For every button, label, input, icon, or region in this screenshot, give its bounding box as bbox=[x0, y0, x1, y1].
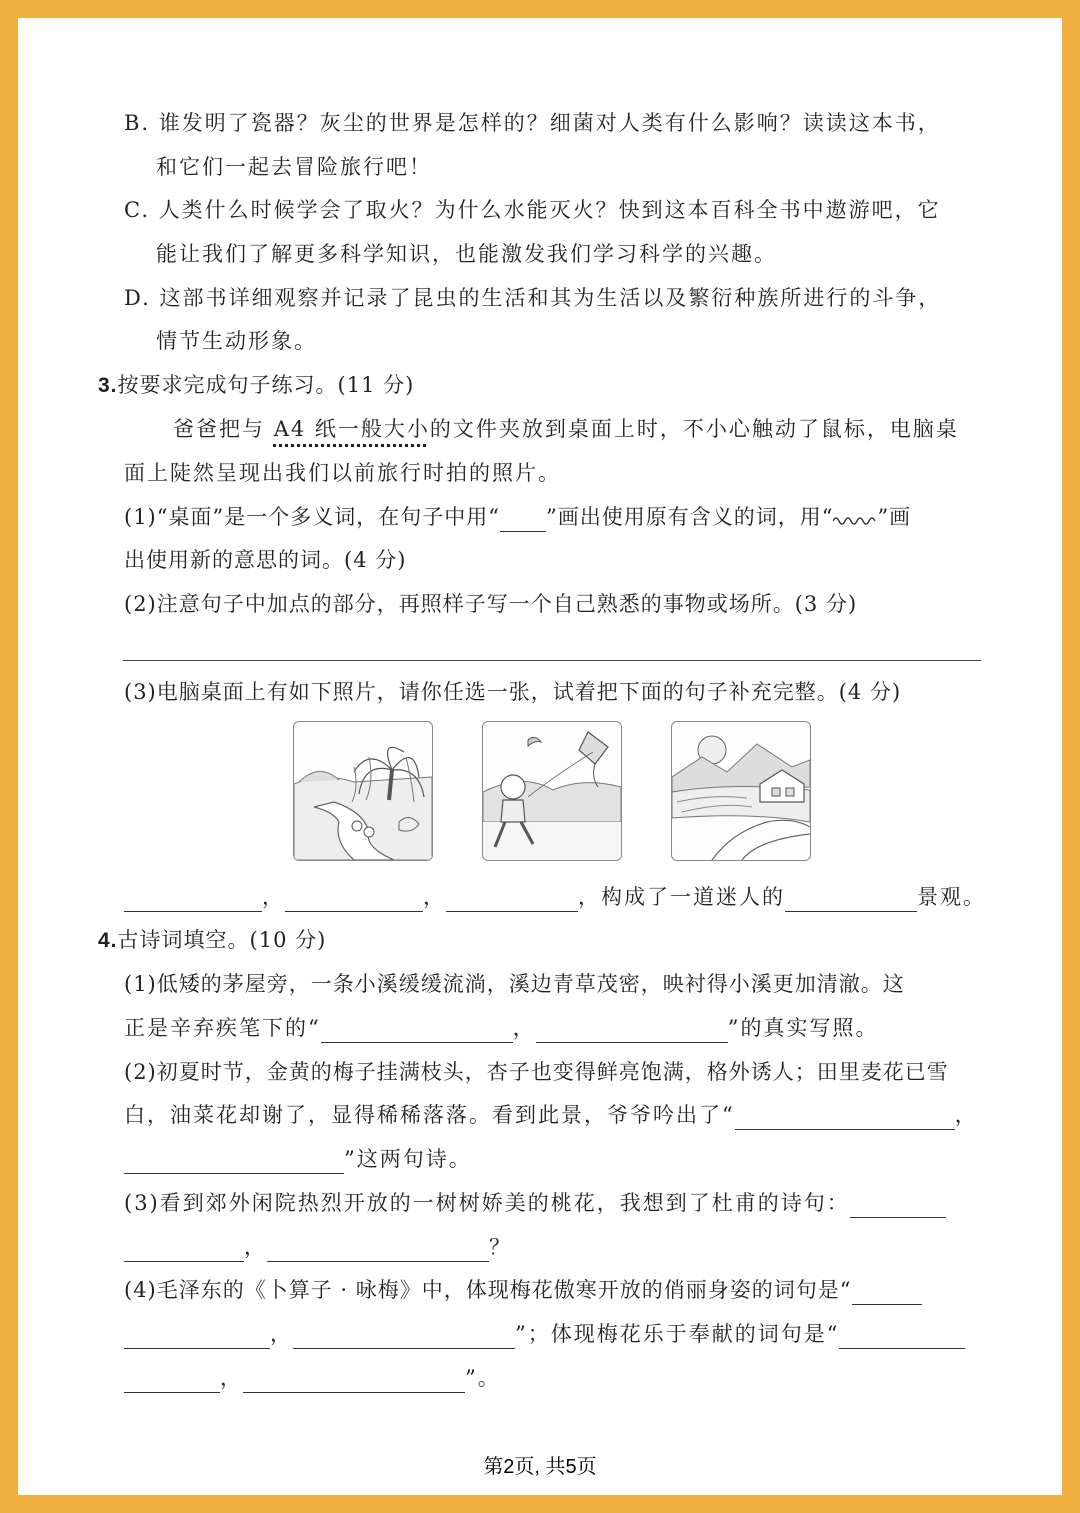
answer-blank-poem-4d[interactable] bbox=[839, 1326, 965, 1349]
question-3-title: 按要求完成句子练习。(11 分) bbox=[117, 373, 415, 397]
q4-s2-line1: (2)初夏时节，金黄的梅子挂满枝头，杏子也变得鲜亮饱满，格外诱人；田里麦花已雪 bbox=[124, 1060, 949, 1084]
q3-sub3: (3)电脑桌面上有如下照片，请你任选一张，试着把下面的句子补充完整。(4 分) bbox=[124, 680, 902, 704]
answer-blank-poem-1b[interactable] bbox=[536, 1020, 728, 1043]
answer-blank-poem-2a[interactable] bbox=[735, 1107, 955, 1130]
q4-s1-text-a: 正是辛弃疾笔下的“ bbox=[124, 1016, 321, 1040]
q3-sub1-line1 bbox=[124, 502, 911, 532]
q4-s2-line2 bbox=[124, 1100, 978, 1130]
page-number-footer: 第2页, 共5页 bbox=[483, 1456, 597, 1478]
option-b-line1: B. 谁发明了瓷器？灰尘的世界是怎样的？细菌对人类有什么影响？读读这本书， bbox=[124, 111, 941, 135]
q3-passage-line2: 面上陡然呈现出我们以前旅行时拍的照片。 bbox=[124, 461, 561, 485]
option-c-line1: C. 人类什么时候学会了取火？为什么水能灭火？快到这本百科全书中遨游吧，它 bbox=[124, 198, 941, 222]
straight-line-sample bbox=[500, 509, 546, 532]
fill-mid: ，构成了一道迷人的 bbox=[578, 885, 785, 909]
q3-sub1-b: ”画出使用原有含义的词，用“ bbox=[545, 505, 834, 529]
q4-s3-sep: ， bbox=[244, 1235, 267, 1259]
question-4-number: 4. bbox=[98, 929, 118, 952]
option-d-line2: 情节生动形象。 bbox=[156, 329, 317, 353]
q4-s4-end: ”。 bbox=[465, 1366, 501, 1390]
q4-s3-line2 bbox=[124, 1232, 512, 1262]
answer-blank-poem-4f[interactable] bbox=[243, 1370, 465, 1393]
q4-s2-text-a: 白，油菜花却谢了，显得稀稀落落。看到此景，爷爷吟出了“ bbox=[124, 1103, 735, 1127]
q3-passage-pre: 爸爸把与 bbox=[173, 417, 274, 441]
q4-s2-text-b: ， bbox=[954, 1103, 978, 1127]
question-3-number: 3. bbox=[98, 374, 118, 397]
question-4-title: 古诗词填空。(10 分) bbox=[117, 928, 327, 952]
answer-blank-poem-4b[interactable] bbox=[124, 1326, 270, 1349]
wavy-line-sample bbox=[833, 512, 877, 526]
option-d-line1: D. 这部书详细观察并记录了昆虫的生活和其为生活以及繁衍种族所进行的斗争， bbox=[124, 286, 942, 310]
q4-s2-line3 bbox=[124, 1144, 472, 1174]
fill-sep-2: ， bbox=[423, 885, 446, 909]
answer-blank-poem-4e[interactable] bbox=[124, 1370, 220, 1393]
option-c-line2: 能让我们了解更多科学知识，也能激发我们学习科学的兴趣。 bbox=[156, 242, 777, 266]
fill-sep-1: ， bbox=[262, 885, 285, 909]
willow-river-picture bbox=[293, 721, 433, 861]
q3-sub1-line2: 出使用新的意思的词。(4 分) bbox=[124, 548, 407, 572]
q4-s3-text: (3)看到郊外闲院热烈开放的一树树娇美的桃花，我想到了杜甫的诗句： bbox=[124, 1191, 850, 1215]
q3-sub2-answer-line[interactable] bbox=[123, 660, 981, 661]
answer-blank-4[interactable] bbox=[785, 889, 917, 912]
q3-sub1-c: ”画 bbox=[877, 505, 912, 529]
q4-s1-sep: ， bbox=[512, 1016, 536, 1040]
answer-blank-poem-2b[interactable] bbox=[124, 1151, 344, 1174]
exam-page bbox=[18, 18, 1062, 1495]
q4-s4-sep: ， bbox=[270, 1322, 293, 1346]
answer-blank-3[interactable] bbox=[446, 889, 578, 912]
kite-child-illustration bbox=[483, 722, 621, 860]
answer-blank-poem-3c[interactable] bbox=[267, 1239, 489, 1262]
q4-s3-end: ？ bbox=[489, 1235, 512, 1259]
countryside-house-illustration bbox=[672, 722, 810, 860]
q4-s4-line2 bbox=[124, 1319, 965, 1349]
q4-s1-line1: (1)低矮的茅屋旁，一条小溪缓缓流淌，溪边青草茂密，映衬得小溪更加清澈。这 bbox=[124, 972, 905, 996]
q4-s2-text-c: ”这两句诗。 bbox=[344, 1147, 472, 1171]
question-3-heading bbox=[98, 370, 414, 401]
willow-river-illustration bbox=[294, 722, 432, 860]
kite-child-picture bbox=[482, 721, 622, 861]
q3-sub2: (2)注意句子中加点的部分，再照样子写一个自己熟悉的事物或场所。(3 分) bbox=[124, 592, 858, 616]
answer-blank-poem-1a[interactable] bbox=[321, 1020, 513, 1043]
answer-blank-poem-4a[interactable] bbox=[852, 1282, 922, 1305]
q4-s4-sep2: ， bbox=[220, 1366, 243, 1390]
q4-s4-text: (4)毛泽东的《卜算子 · 咏梅》中，体现梅花傲寒开放的俏丽身姿的词句是“ bbox=[124, 1278, 852, 1302]
answer-blank-poem-3b[interactable] bbox=[124, 1239, 244, 1262]
answer-blank-poem-3a[interactable] bbox=[850, 1195, 946, 1218]
q3-sub1-a: (1)“桌面”是一个多义词，在句子中用“ bbox=[124, 505, 500, 529]
q4-s4-mid: ”；体现梅花乐于奉献的词句是“ bbox=[515, 1322, 840, 1346]
q4-s1-line2 bbox=[124, 1013, 879, 1043]
q3-passage-post: 的文件夹放到桌面上时，不小心触动了鼠标，电脑桌 bbox=[429, 417, 959, 441]
q4-s4-line1 bbox=[124, 1275, 922, 1305]
fill-end: 景观。 bbox=[917, 885, 986, 909]
question-4-heading bbox=[98, 925, 326, 956]
answer-blank-1[interactable] bbox=[124, 889, 262, 912]
q3-passage-dotted: A4 纸一般大小 bbox=[273, 417, 430, 441]
option-b-line2: 和它们一起去冒险旅行吧！ bbox=[156, 155, 432, 179]
answer-blank-2[interactable] bbox=[285, 889, 423, 912]
q4-s4-line3 bbox=[124, 1363, 501, 1393]
q4-s3-line1 bbox=[124, 1188, 946, 1218]
countryside-house-picture bbox=[671, 721, 811, 861]
q3-sub3-fill-line bbox=[124, 882, 986, 912]
answer-blank-poem-4c[interactable] bbox=[293, 1326, 515, 1349]
q3-passage-line1 bbox=[173, 414, 959, 444]
q4-s1-text-b: ”的真实写照。 bbox=[727, 1016, 879, 1040]
